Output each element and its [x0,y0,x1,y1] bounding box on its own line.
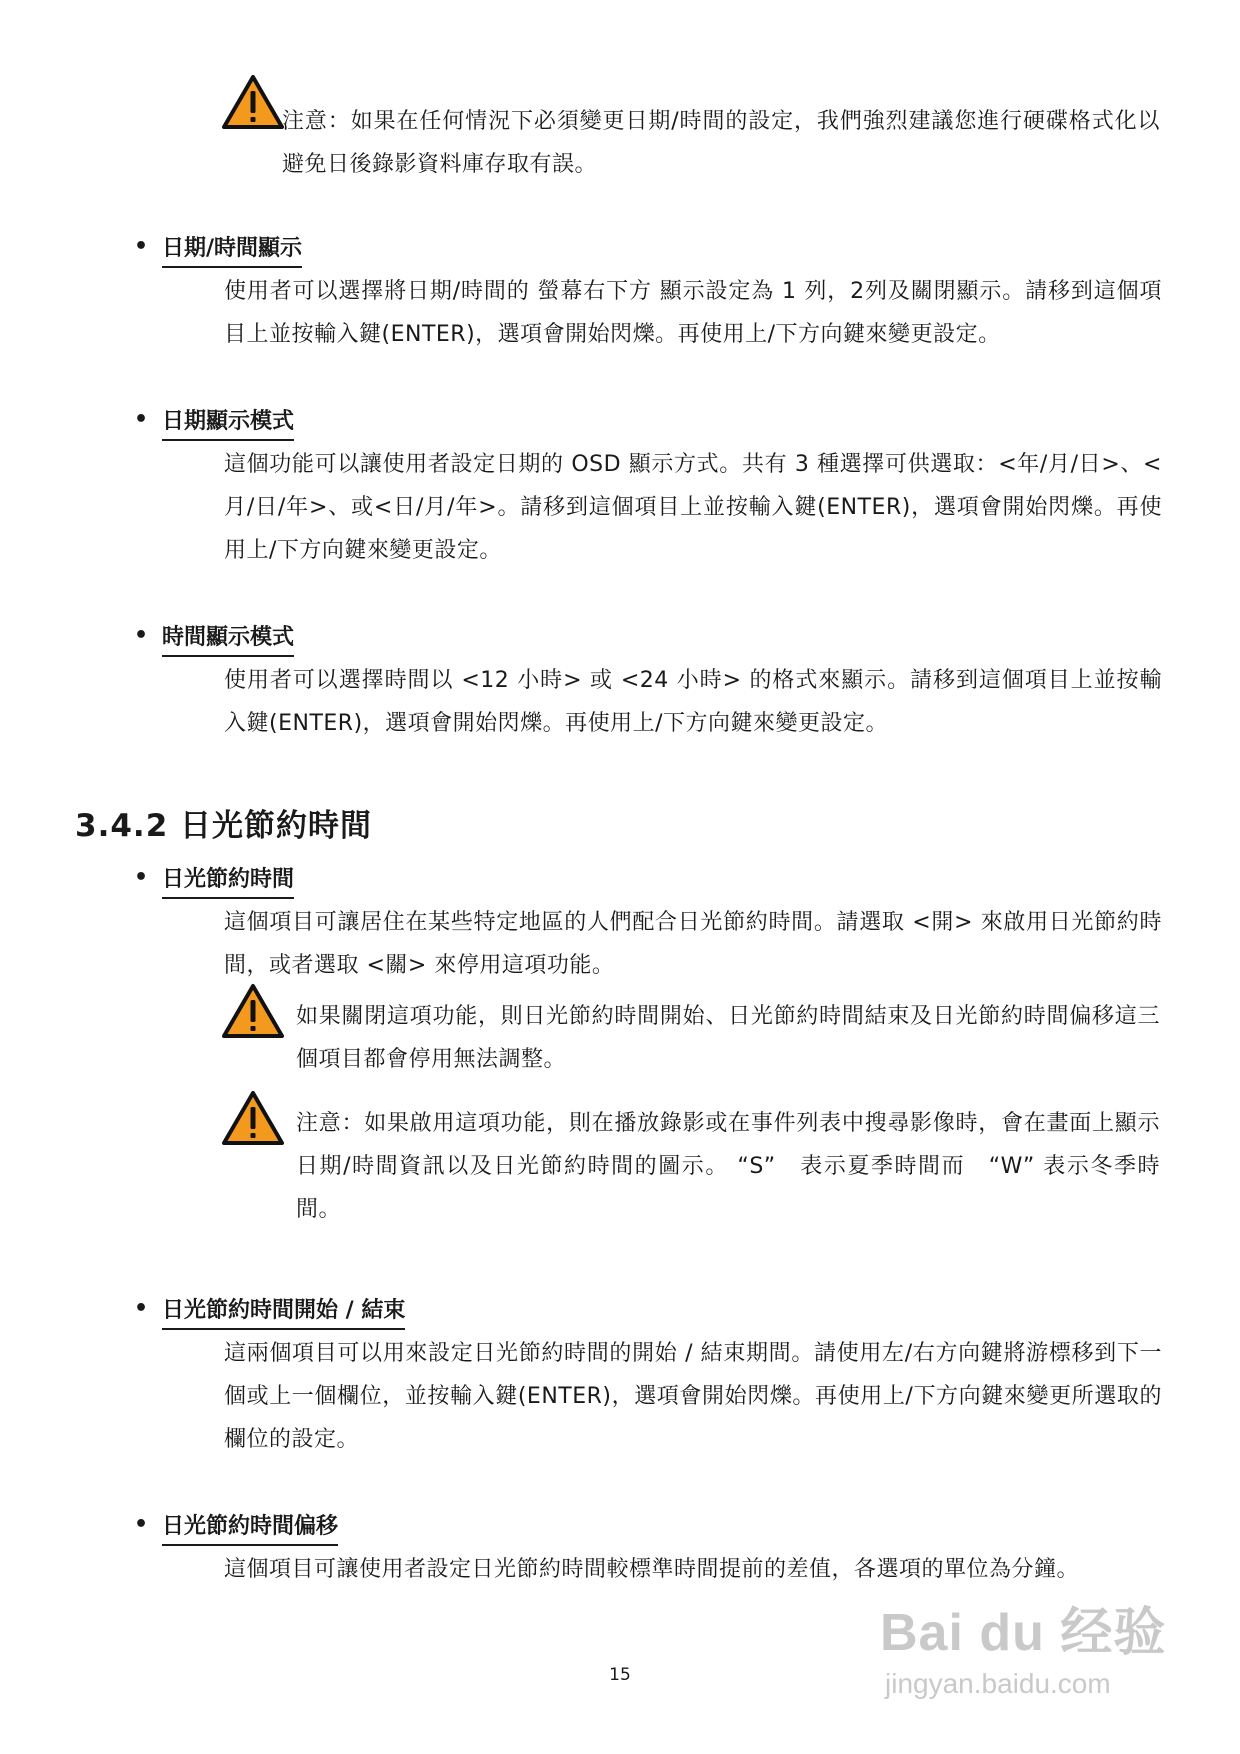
bullet-heading [134,1296,634,1330]
heading-text: 日期顯示模式 [162,407,294,441]
bullet-heading [134,234,534,268]
warning-icon [222,983,284,1039]
bullet-heading [134,623,534,657]
heading-text: 時間顯示模式 [162,623,294,657]
watermark-logo: Bai du 经验 [880,1604,1167,1662]
bullet-marker: • [134,865,149,890]
bullet-marker: • [134,1512,149,1537]
bullet-heading [134,407,534,441]
bullet-marker: • [134,1296,149,1321]
bullet-heading [134,865,534,899]
body-paragraph: 這個項目可讓居住在某些特定地區的人們配合日光節約時間。請選取 <開> 來啟用日光節約時間，或者選取 <關> 來停用這項功能。 [224,910,1162,978]
section-heading: 3.4.2 日光節約時間 [75,808,373,844]
warning-icon [222,1090,284,1146]
heading-text: 日期/時間顯示 [162,234,302,268]
body-paragraph: 這個項目可讓使用者設定日光節約時間較標準時間提前的差值，各選項的單位為分鐘。 [224,1557,1080,1582]
bullet-marker: • [134,407,149,432]
warning-note [222,74,1162,184]
body-paragraph: 這個功能可以讓使用者設定日期的 OSD 顯示方式。共有 3 種選擇可供選取：<年/月/日>、<月/日/年>、或<日/月/年>。請移到這個項目上並按輸入鍵(ENTER)，選項會開始閃爍。再使用上/下方向鍵來變更設定。 [224,452,1162,563]
warning-note [222,983,1162,1083]
note-text: 注意：如果啟用這項功能，則在播放錄影或在事件列表中搜尋影像時，會在畫面上顯示日期/時間資訊以及日光節約時間的圖示。 “S” 表示夏季時間而 “W” 表示冬季時間。 [296,1111,1160,1222]
body-paragraph: 這兩個項目可以用來設定日光節約時間的開始 / 結束期間。請使用左/右方向鍵將游標移到下一個或上一個欄位，並按輸入鍵(ENTER)，選項會開始閃爍。再使用上/下方向鍵來變更所選取的欄位的設定。 [224,1341,1162,1452]
bullet-marker: • [134,234,149,259]
heading-text: 日光節約時間偏移 [162,1512,338,1546]
body-paragraph: 使用者可以選擇時間以 <12 小時> 或 <24 小時> 的格式來顯示。請移到這個項目上並按輸入鍵(ENTER)，選項會開始閃爍。再使用上/下方向鍵來變更設定。 [224,668,1162,736]
heading-text: 日光節約時間 [162,865,294,899]
note-text: 注意：如果在任何情況下必須變更日期/時間的設定，我們強烈建議您進行硬碟格式化以避免日後錄影資料庫存取有誤。 [282,109,1160,177]
note-text: 如果關閉這項功能，則日光節約時間開始、日光節約時間結束及日光節約時間偏移這三個項目都會停用無法調整。 [296,1004,1160,1072]
watermark-url: jingyan.baidu.com [885,1668,1111,1699]
heading-text: 日光節約時間開始 / 結束 [162,1296,405,1330]
watermark [880,1590,1180,1710]
warning-note [222,1090,1162,1240]
warning-icon [222,74,284,130]
bullet-marker: • [134,623,149,648]
page-number: 15 [609,1665,631,1685]
body-paragraph: 使用者可以選擇將日期/時間的 螢幕右下方 顯示設定為 1 列，2列及關閉顯示。請移到這個項目上並按輸入鍵(ENTER)，選項會開始閃爍。再使用上/下方向鍵來變更設定。 [224,279,1162,347]
bullet-heading [134,1512,534,1546]
